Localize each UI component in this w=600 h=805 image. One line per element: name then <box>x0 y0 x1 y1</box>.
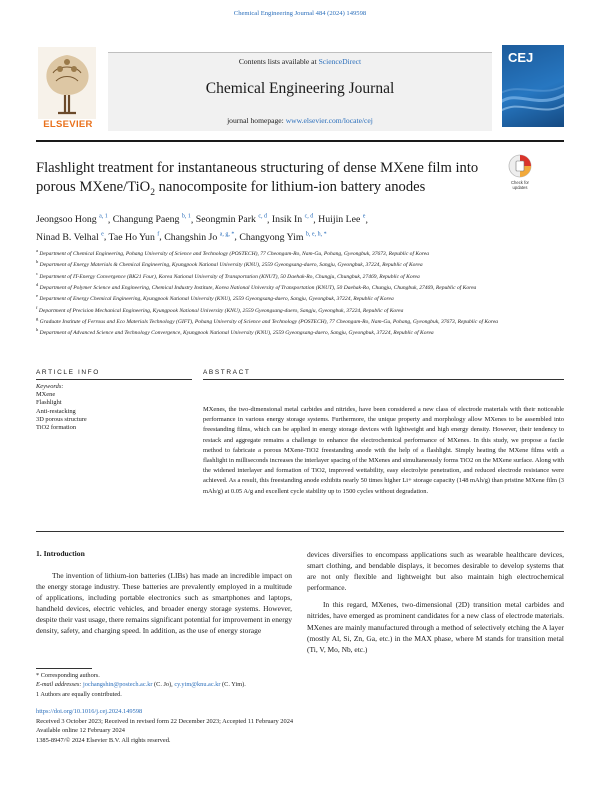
email-link[interactable]: jochangshin@postech.ac.kr <box>83 681 153 689</box>
author[interactable]: Changung Paeng $^{b, 1}$ <box>112 214 191 226</box>
author[interactable]: Changshin Jo $^{a, g, *}$ <box>164 231 235 243</box>
contents-available-line <box>108 57 492 66</box>
abstract-heading: ABSTRACT <box>203 369 251 376</box>
check-for-updates-icon[interactable] <box>505 153 535 193</box>
available-online: Available online 12 February 2024 <box>36 727 125 735</box>
elsevier-wordmark: ELSEVIER <box>43 119 93 130</box>
received-dates: Received 3 October 2023; Received in revised form 22 December 2023; Accepted 11 February 2024 <box>36 717 294 725</box>
paragraph: devices diversifies to encompass applications such as wearable healthcare devices, smart clothing, and bendable displays, it becomes desirable to develop systems that are not only flexible and lightweight but also maintain high electrochemical performance. <box>307 550 564 593</box>
doi-link[interactable]: https://doi.org/10.1016/j.cej.2024.149598 <box>36 708 143 715</box>
contents-prefix: Contents lists available at <box>238 57 319 66</box>
elsevier-tree-logo <box>38 47 96 127</box>
section-divider <box>36 531 564 532</box>
affiliation: $^e$ Department of Energy Chemical Engineering, Kyungpook National University (KNU), 2559 Gyeongsang-daero, Sangju, Gyeongbuk, 37224, Republic of Korea <box>36 293 394 303</box>
author[interactable]: Tae Ho Yun $^f$ <box>108 231 160 243</box>
journal-title: Chemical Engineering Journal <box>205 80 395 97</box>
email-link[interactable]: cy.yim@knu.ac.kr <box>174 681 221 689</box>
journal-citation-link[interactable]: Chemical Engineering Journal 484 (2024) 149598 <box>233 10 367 17</box>
article-info-heading: ARTICLE INFO <box>36 369 100 376</box>
journal-cover-image <box>502 45 564 127</box>
homepage-prefix: journal homepage: <box>227 116 286 125</box>
introduction-heading: 1. Introduction <box>36 549 85 558</box>
article-info-divider <box>36 379 192 380</box>
footnotes <box>36 671 564 699</box>
author[interactable]: Ninad B. Velhal $^e$ <box>36 231 104 243</box>
footnote-divider <box>36 668 92 669</box>
author[interactable]: Insik In $^{c, d}$ <box>271 214 314 226</box>
header-divider <box>36 140 564 142</box>
author[interactable]: Seongmin Park $^{c, d}$ <box>195 214 268 226</box>
affiliation: $^b$ Department of Energy Materials & Chemical Engineering, Kyungpook National University (KNU), 2559 Gyeongsang-daero, Sangju, Gyeongbuk, 37224, Republic of Korea <box>36 259 423 269</box>
body-column-right <box>307 549 564 661</box>
copyright: 1385-8947/© 2024 Elsevier B.V. All rights reserved. <box>36 736 171 744</box>
keywords-label: Keywords: <box>36 383 64 390</box>
body-column-left <box>36 570 292 637</box>
paragraph: The invention of lithium-ion batteries (LIBs) has made an incredible impact on the energy storage industry. These batteries are prevalently employed in a multitude of applications, including portable electronics such as smartphones and laptops, handheld devices, electric vehicles, and broader energy storage systems. However, despite their vast usage, there remains significant potential for improvement in energy density, safety, and charging speed. In addition, as the use of energy storage <box>36 571 292 636</box>
equal-contribution-note: 1 Authors are equally contributed. <box>36 690 122 698</box>
svg-text:Check for: Check for <box>511 180 529 185</box>
paragraph: In this regard, MXenes, two-dimensional (2D) transition metal carbides and nitrides, have emerged as prominent candidates for a new class of electrode materials. MXenes are mainly manufactured through a method of selectively etching the A layer (mostly Al, Si, Zn, Ga, etc.) in the MAX phase, where M stands for transition metal (Ti, V, Mo, Nb, etc.) <box>307 600 564 654</box>
keyword: TiO2 formation <box>36 424 77 432</box>
affiliation: $^h$ Department of Advanced Science and Technology Convergence, Kyungpook National University (KNU), 2559 Gyeongsang-daero, Sangju, Gyeongbuk, 37224, Republic of Korea <box>36 327 434 337</box>
publication-details <box>36 707 564 745</box>
keyword: Anti-restacking <box>36 407 76 415</box>
sciencedirect-link[interactable]: ScienceDirect <box>318 57 362 66</box>
affiliation: $^g$ Graduate Institute of Ferrous and Eco Materials Technology (GIFT), Pohang University of Science and Technology (POSTECH), 77 Cheongam-Ro, Nam-Gu, Pohang, Gyeongbuk, 37673, Republic of Korea <box>36 315 499 325</box>
author[interactable]: Huijin Lee $^e$ <box>318 214 366 226</box>
author-list: Jeongsoo Hong $^{a, 1}$, Changung Paeng $^{b, 1}$, Seongmin Park $^{c, d}$, Insik In $^{c, d}$, Huijin Lee $^e$, Ninad B. Velhal $^e$, Tae Ho Yun $^f$, Changshin Jo $^{a, g, *}$, Changyong Yim $^{b, e, h, *}$ <box>36 214 368 243</box>
article-title: Flashlight treatment for instantaneous structuring of dense MXene film into porous MXene/TiO$_2$ nanocomposite for lithium-ion battery anodes <box>36 160 479 198</box>
author[interactable]: Jeongsoo Hong $^{a, 1}$ <box>36 214 108 226</box>
abstract-text: MXenes, the two-dimensional metal carbides and nitrides, have been considered a new class of electrode materials with their noticeable performance in various energy storage systems. Furthermore, the unique property and morphology allow MXenes to be assembled into freestanding films, which can be applied in energy storage devices with lightweight and high energy density. However, their tendency to restack and aggregate remains a challenge to enhance the electrochemical performance of MXenes. In this study, we propose a facile method to fabricate a porous MXene-TiO2 freestanding anode with the help of a flashlight. Simply heating the MXene films with a flashlight in milliseconds increases the interlayer spacing of the MXenes and simultaneously forms TiO2 on the MXene surface. Along with the widened interlayer and formation of TiO2, improved wettability, easy electrolyte penetration, and reduced electrode resistance were achieved. As a result, this freestanding anode exhibits nearly 50 times higher Li+ storage capacity (148 mAh/g) than pristine MXene film (3 mAh/g) at 0.05 A/g and excellent cycle stability up to 1500 cycles without degradation. <box>203 406 564 495</box>
affiliation: $^a$ Department of Chemical Engineering, Pohang University of Science and Technology (POSTECH), 77 Cheongam-Ro, Nam-Gu, Pohang, Gyeongbuk, 37673, Republic of Korea <box>36 248 430 257</box>
keyword: 3D porous structure <box>36 415 87 423</box>
email-line: E-mail addresses: jochangshin@postech.ac.kr (C. Jo), cy.yim@knu.ac.kr (C. Yim). <box>36 681 246 689</box>
author[interactable]: Changyong Yim $^{b, e, h, *}$ <box>239 231 327 243</box>
journal-homepage-link[interactable]: www.elsevier.com/locate/cej <box>285 116 373 125</box>
cover-wave-graphic <box>502 45 564 127</box>
abstract-divider <box>203 379 564 380</box>
cover-title: CEJ <box>508 50 534 65</box>
journal-homepage-line <box>108 116 492 125</box>
affiliation: $^d$ Department of Polymer Science and Engineering, Chemical Industry Institute, Korea National University of Transportation (KNUT), 50 Daehak-Ro, Chungju, Chungbuk, 27469, Republic of Korea <box>36 281 477 291</box>
keyword: MXene <box>36 391 56 399</box>
keywords-block <box>36 383 192 432</box>
affiliation-list <box>36 247 566 338</box>
affiliation: $^c$ Department of IT-Energy Convergence (BK21 Four), Korea National University of Transportation (KNUT), 50 Daehak-Ro, Chungju, Chungbuk, 27469, Republic of Korea <box>36 270 420 280</box>
svg-text:updates: updates <box>512 185 528 190</box>
corresponding-note: * Corresponding authors. <box>36 672 100 679</box>
keyword: Flashlight <box>36 399 62 407</box>
affiliation: $^f$ Department of Precision Mechanical Engineering, Kyungpook National University (KNU), 2559 Gyeongsang-daero, Sangju, Gyeongbuk, 37224, Republic of Korea <box>36 304 404 314</box>
